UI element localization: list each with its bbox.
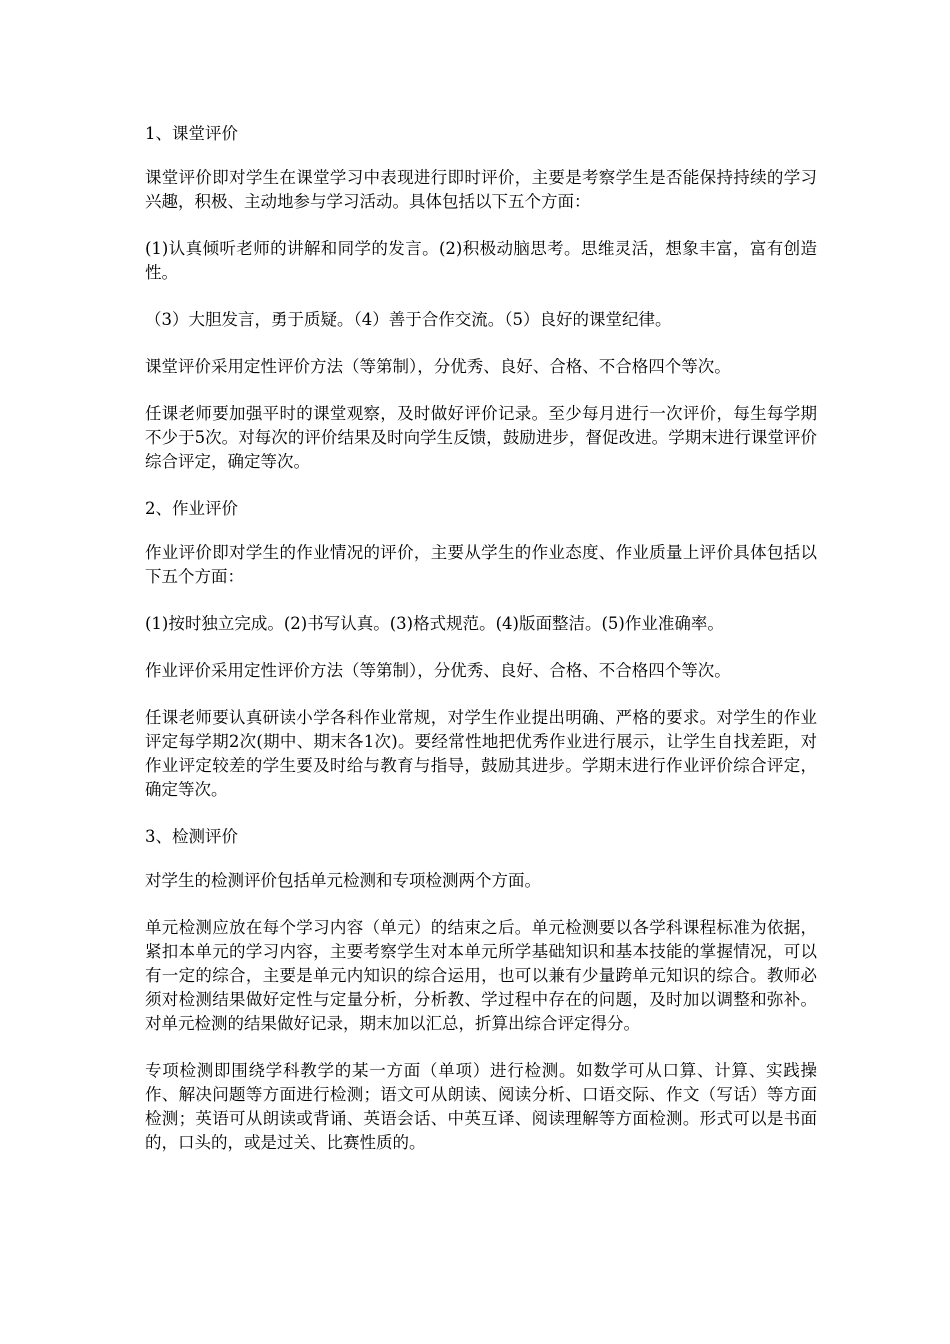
paragraph: 作业评价采用定性评价方法（等第制），分优秀、良好、合格、不合格四个等次。 [145,661,731,680]
paragraph: (1)认真倾听老师的讲解和同学的发言。(2)积极动脑思考。思维灵活，想象丰富，富有创造性。 [145,239,817,282]
paragraph: 课堂评价采用定性评价方法（等第制），分优秀、良好、合格、不合格四个等次。 [145,357,731,376]
paragraph: 单元检测应放在每个学习内容（单元）的结束之后。单元检测要以各学科课程标准为依据，紧扣本单元的学习内容，主要考察学生对本单元所学基础知识和基本技能的掌握情况，可以有一定的综合，主要是单元内知识的综合运用，也可以兼有少量跨单元知识的综合。教师必须对检测结果做好定性与定量分析，分析教、学过程中存在的问题，及时加以调整和弥补。对单元检测的结果做好记录，期末加以汇总，折算出综合评定得分。 [145,918,817,1033]
paragraph: 课堂评价即对学生在课堂学习中表现进行即时评价，主要是考察学生是否能保持持续的学习兴趣，积极、主动地参与学习活动。具体包括以下五个方面： [145,168,817,211]
paragraph: 专项检测即围绕学科教学的某一方面（单项）进行检测。如数学可从口算、计算、实践操作、解决问题等方面进行检测；语文可从朗读、阅读分析、口语交际、作文（写话）等方面检测；英语可从朗读或背诵、英语会话、中英互译、阅读理解等方面检测。形式可以是书面的，口头的，或是过关、比赛性质的。 [145,1061,817,1152]
section-heading-testing: 3、检测评价 [145,827,238,846]
paragraph: 对学生的检测评价包括单元检测和专项检测两个方面。 [145,871,541,890]
section-heading-classroom: 1、课堂评价 [145,124,238,143]
document-body [145,122,817,1178]
section-heading-homework: 2、作业评价 [145,499,238,518]
paragraph: （3）大胆发言，勇于质疑。（4）善于合作交流。（5）良好的课堂纪律。 [145,310,672,329]
paragraph: (1)按时独立完成。(2)书写认真。(3)格式规范。(4)版面整洁。(5)作业准确率。 [145,614,724,633]
paragraph: 任课老师要认真研读小学各科作业常规，对学生作业提出明确、严格的要求。对学生的作业评定每学期2次(期中、期末各1次)。要经常性地把优秀作业进行展示，让学生自找差距，对作业评定较差的学生要及时给与教育与指导，鼓励其进步。学期末进行作业评价综合评定，确定等次。 [145,708,817,799]
paragraph: 作业评价即对学生的作业情况的评价，主要从学生的作业态度、作业质量上评价具体包括以下五个方面： [145,543,817,586]
paragraph: 任课老师要加强平时的课堂观察，及时做好评价记录。至少每月进行一次评价，每生每学期不少于5次。对每次的评价结果及时向学生反馈，鼓励进步，督促改进。学期末进行课堂评价综合评定，确定等次。 [145,404,817,471]
